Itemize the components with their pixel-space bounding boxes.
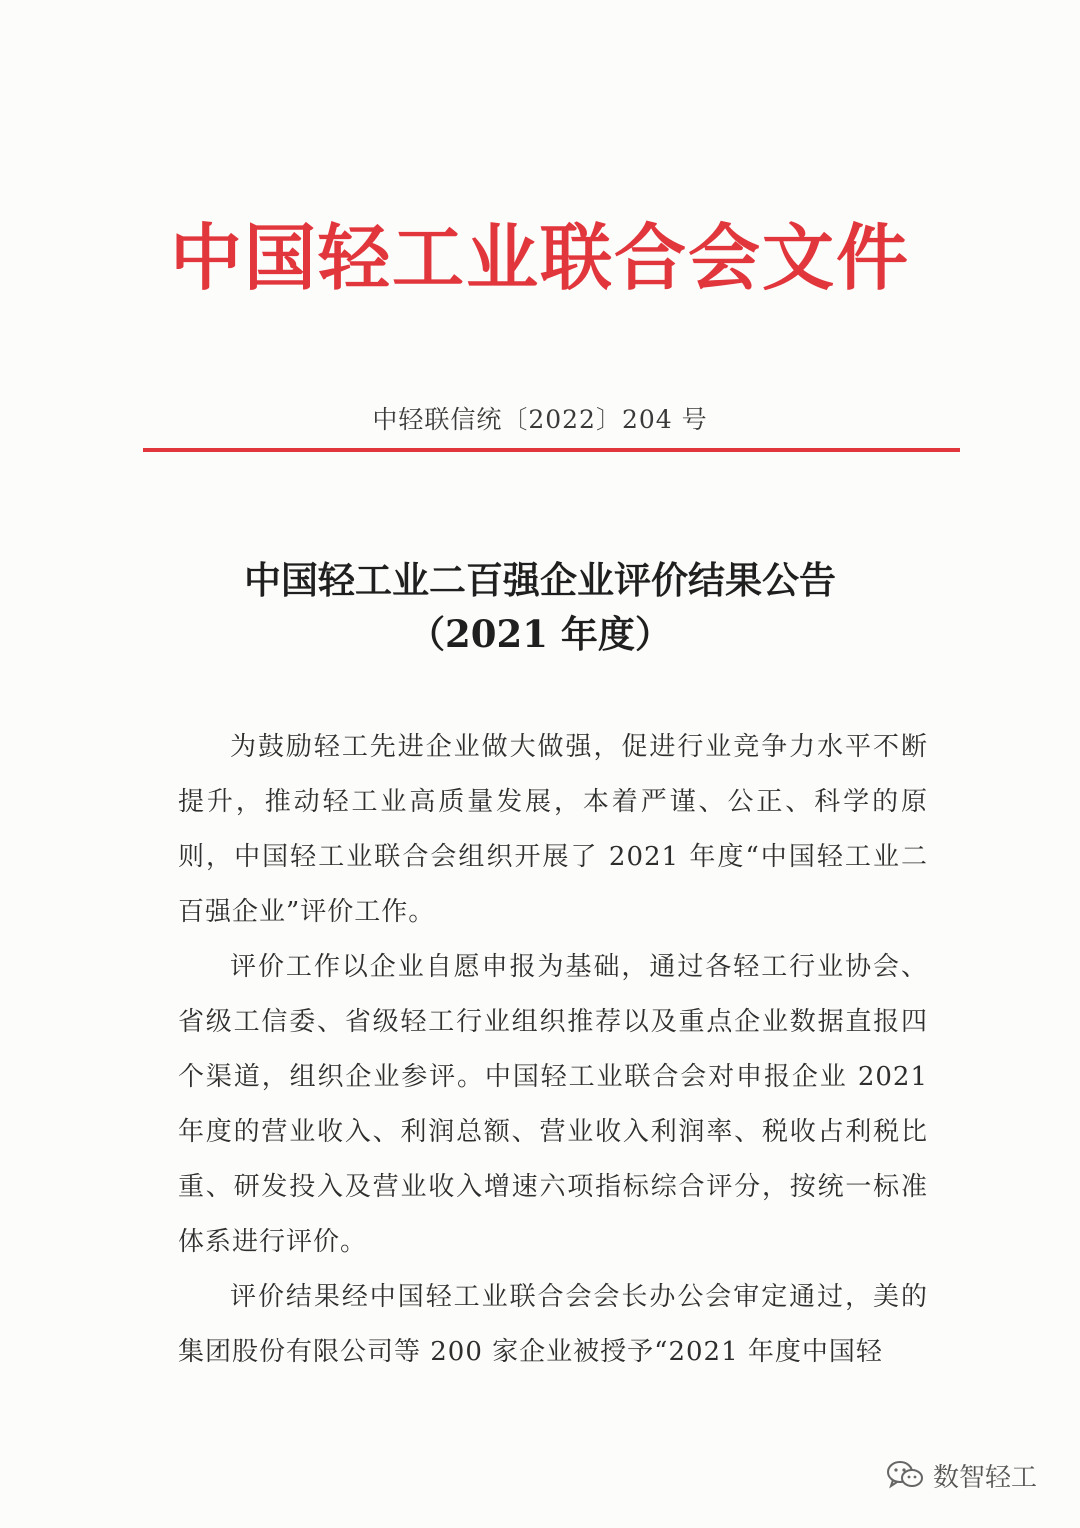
wechat-icon xyxy=(885,1459,925,1491)
red-divider-line xyxy=(143,448,960,452)
watermark-text: 数智轻工 xyxy=(933,1462,1038,1493)
announcement-title xyxy=(140,553,940,661)
title-line-1: 中国轻工业二百强企业评价结果公告 xyxy=(244,558,836,602)
document-body xyxy=(178,720,928,1380)
paragraph-3: 评价结果经中国轻工业联合会会长办公会审定通过，美的集团股份有限公司等 200 家企业被授予“2021 年度中国轻 xyxy=(178,1282,928,1367)
paragraph-1: 为鼓励轻工先进企业做大做强，促进行业竞争力水平不断提升，推动轻工业高质量发展，本着严谨、公正、科学的原则，中国轻工业联合会组织开展了 2021 年度“中国轻工业二百强企业”评价工作。 xyxy=(178,732,928,927)
document-number: 中轻联信统〔2022〕204 号 xyxy=(372,405,708,434)
source-watermark xyxy=(885,1455,1037,1495)
paragraph-2: 评价工作以企业自愿申报为基础，通过各轻工行业协会、省级工信委、省级轻工行业组织推荐以及重点企业数据直报四个渠道，组织企业参评。中国轻工业联合会对申报企业 2021 年度的营业收入、利润总额、营业收入利润率、税收占利税比重、研发投入及营业收入增速六项指标综合评分，按统一标准体系进行评价。 xyxy=(178,952,928,1257)
masthead-title: 中国轻工业联合会文件 xyxy=(169,216,910,300)
title-line-2: （2021 年度） xyxy=(408,612,672,656)
